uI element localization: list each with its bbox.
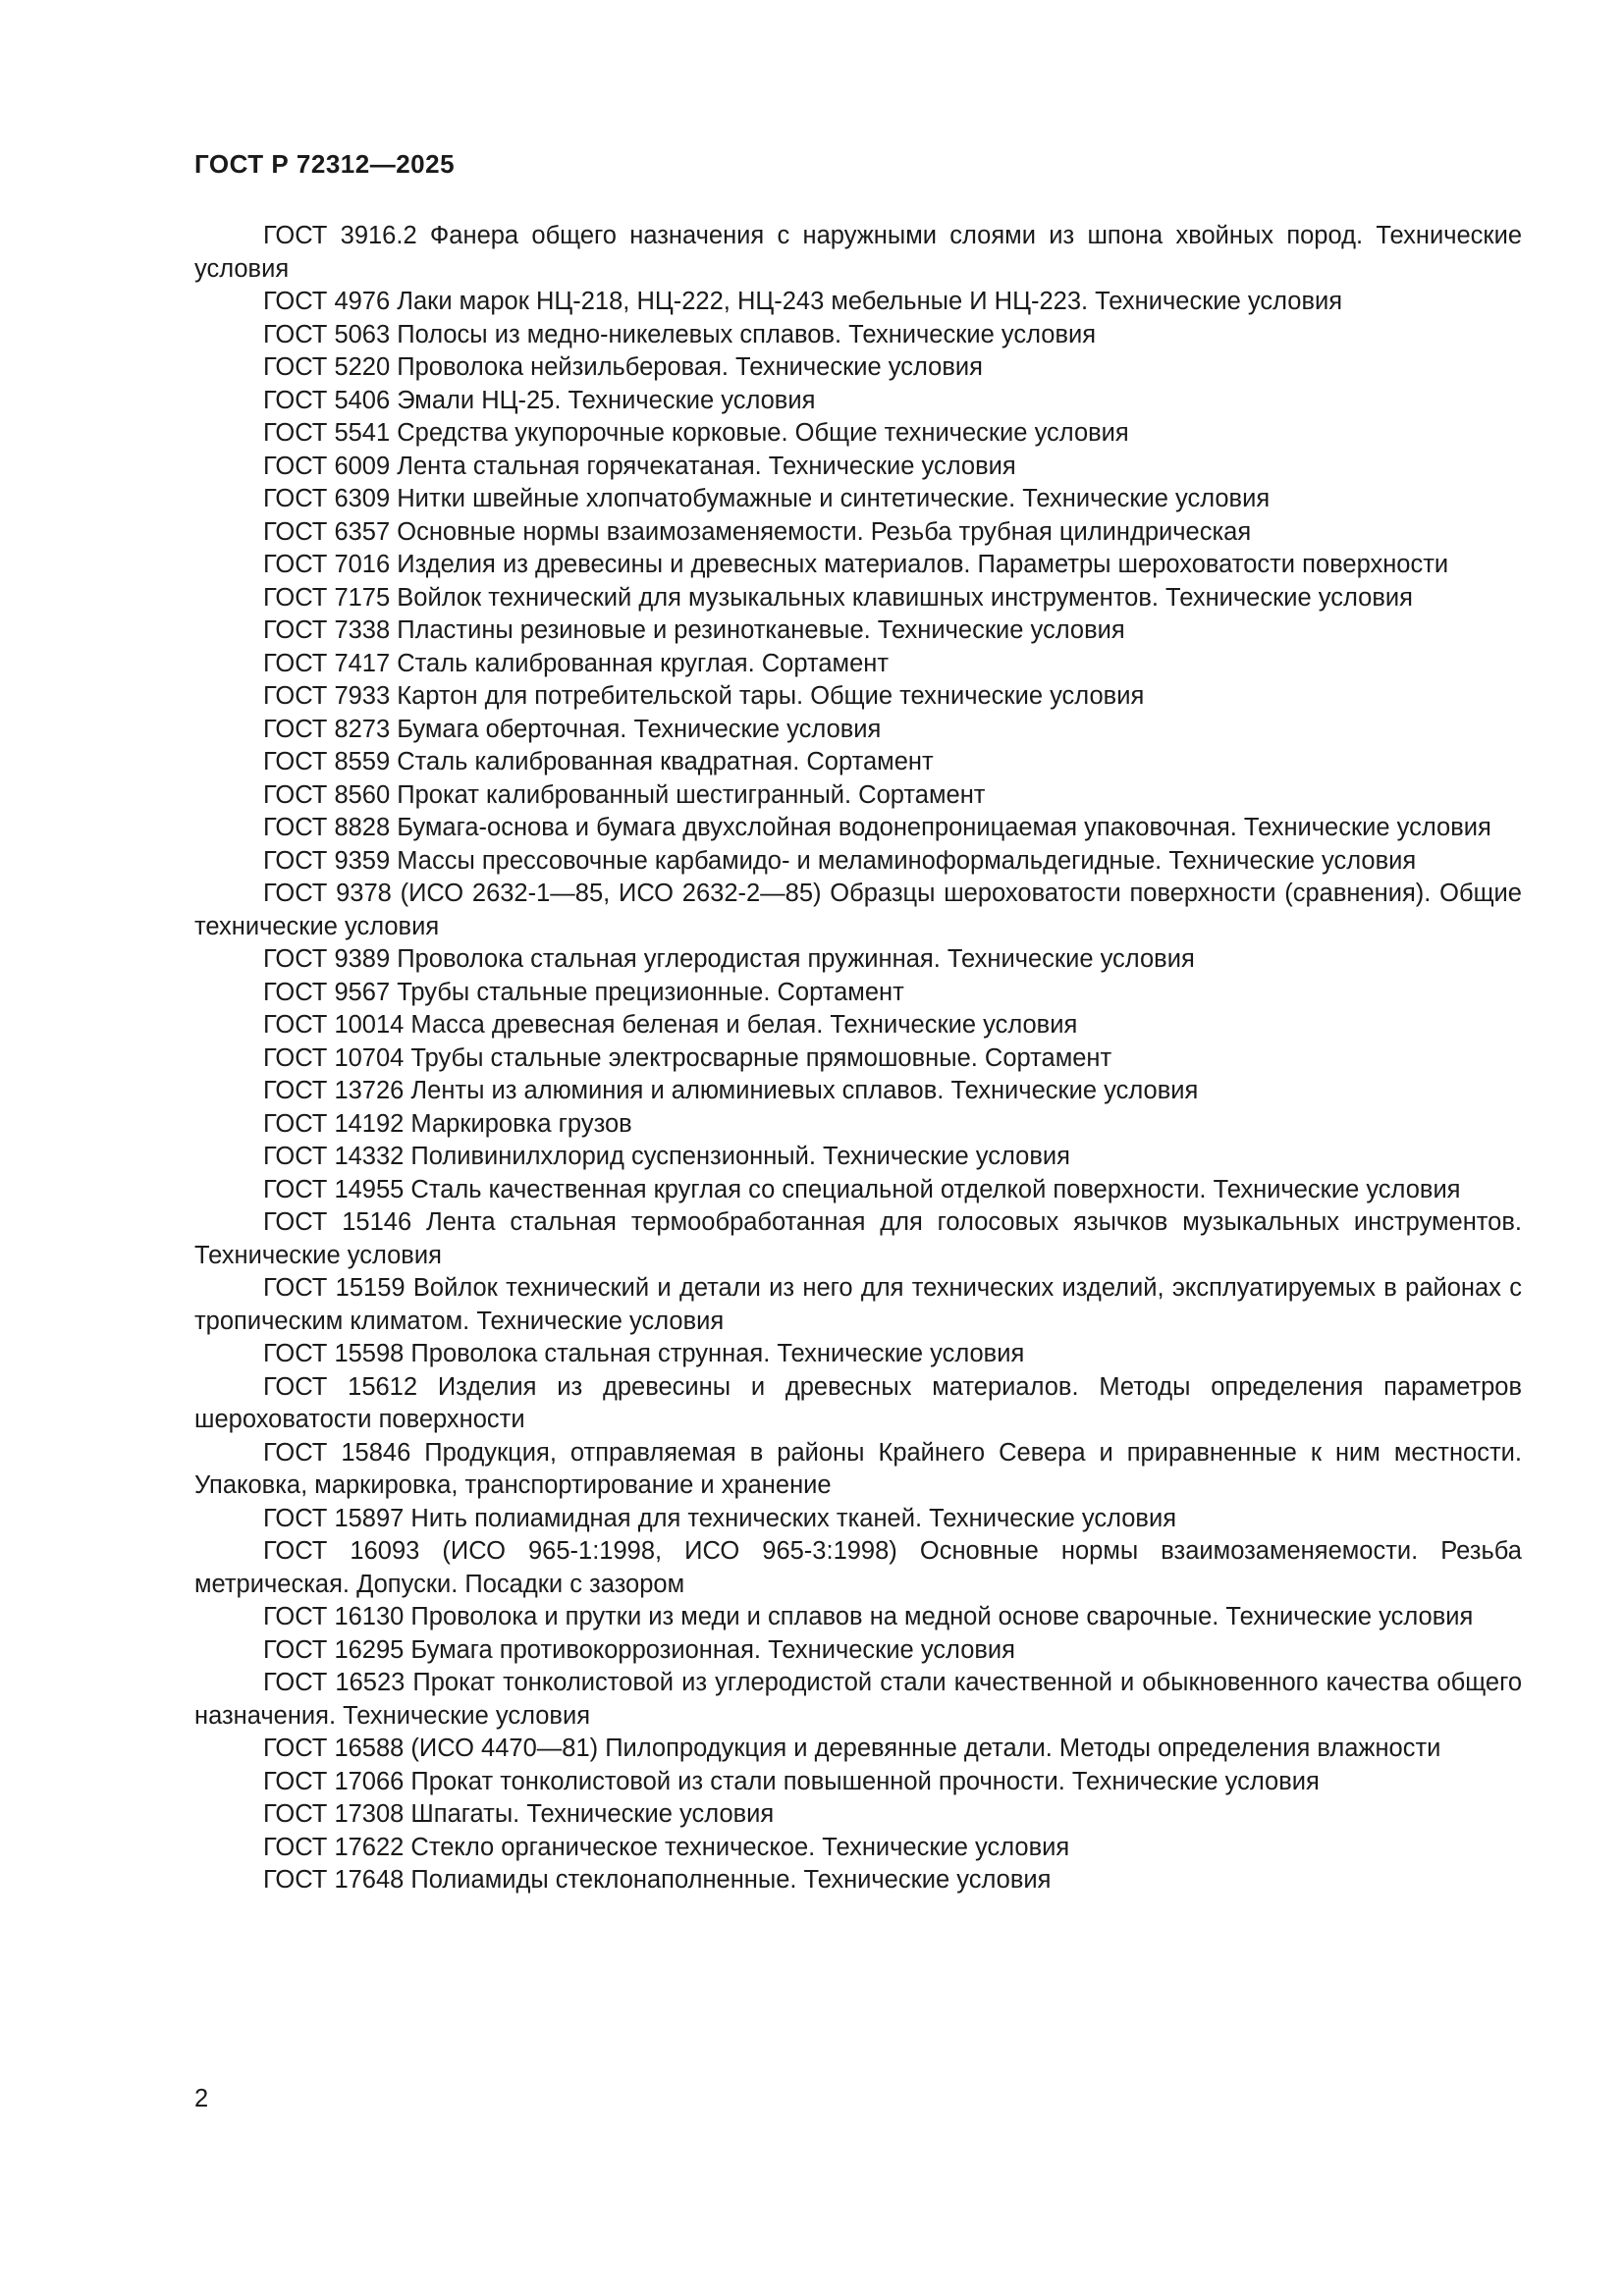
reference-item: ГОСТ 7175 Войлок технический для музыкальных клавишных инструментов. Технические условия <box>263 583 1413 612</box>
reference-item: ГОСТ 17622 Стекло органическое техническое. Технические условия <box>263 1833 1070 1861</box>
reference-item: ГОСТ 5063 Полосы из медно-никелевых сплавов. Технические условия <box>263 320 1097 348</box>
document-code-header: ГОСТ Р 72312—2025 <box>194 149 456 179</box>
reference-item: ГОСТ 8559 Сталь калиброванная квадратная. Сортамент <box>263 748 934 775</box>
reference-item: ГОСТ 16523 Прокат тонколистовой из углеродистой стали качественной и обыкновенного качества общего назначения. Технические условия <box>194 1669 1522 1730</box>
reference-item: ГОСТ 7016 Изделия из древесины и древесных материалов. Параметры шероховатости поверхности <box>263 551 1449 578</box>
reference-item: ГОСТ 17648 Полиамиды стеклонаполненные. Технические условия <box>263 1866 1052 1894</box>
reference-item: ГОСТ 7933 Картон для потребительской тары. Общие технические условия <box>263 682 1145 710</box>
reference-item: ГОСТ 14332 Поливинилхлорид суспензионный. Технические условия <box>263 1143 1070 1170</box>
reference-item: ГОСТ 16093 (ИСО 965-1:1998, ИСО 965-3:1998) Основные нормы взаимозаменяемости. Резьба метрическая. Допуски. Посадки с зазором <box>194 1537 1522 1598</box>
reference-item: ГОСТ 15846 Продукция, отправляемая в районы Крайнего Севера и приравненные к ним местности. Упаковка, маркировка, транспортирование и хранение <box>194 1438 1522 1499</box>
reference-item: ГОСТ 16295 Бумага противокоррозионная. Технические условия <box>263 1635 1015 1664</box>
reference-item: ГОСТ 16588 (ИСО 4470—81) Пилопродукция и деревянные детали. Методы определения влажности <box>263 1735 1441 1762</box>
reference-item: ГОСТ 10014 Масса древесная беленая и белая. Технические условия <box>263 1011 1078 1039</box>
reference-item: ГОСТ 14192 Маркировка грузов <box>263 1109 632 1138</box>
page-number: 2 <box>194 2085 209 2112</box>
reference-item: ГОСТ 9359 Массы прессовочные карбамидо- и меламиноформальдегидные. Технические условия <box>263 846 1417 875</box>
reference-item: ГОСТ 15159 Войлок технический и детали из него для технических изделий, эксплуатируемых в районах с тропическим климатом. Технические условия <box>194 1274 1522 1335</box>
reference-item: ГОСТ 5406 Эмали НЦ-25. Технические условия <box>263 386 816 414</box>
reference-item: ГОСТ 17066 Прокат тонколистовой из стали повышенной прочности. Технические условия <box>263 1767 1320 1795</box>
reference-item: ГОСТ 8828 Бумага-основа и бумага двухслойная водонепроницаемая упаковочная. Технические условия <box>263 814 1491 841</box>
normative-references-list <box>194 220 1522 1897</box>
reference-item: ГОСТ 7417 Сталь калиброванная круглая. Сортамент <box>263 649 890 677</box>
reference-item: ГОСТ 15146 Лента стальная термообработанная для голосовых язычков музыкальных инструментов. Технические условия <box>194 1208 1522 1269</box>
reference-item: ГОСТ 9567 Трубы стальные прецизионные. Сортамент <box>263 978 904 1006</box>
reference-item: ГОСТ 15612 Изделия из древесины и древесных материалов. Методы определения параметров шероховатости поверхности <box>194 1372 1522 1433</box>
reference-item: ГОСТ 14955 Сталь качественная круглая со специальной отделкой поверхности. Технические условия <box>263 1175 1461 1203</box>
reference-item: ГОСТ 6009 Лента стальная горячекатаная. Технические условия <box>263 452 1016 480</box>
reference-item: ГОСТ 17308 Шпагаты. Технические условия <box>263 1800 775 1828</box>
reference-item: ГОСТ 6357 Основные нормы взаимозаменяемости. Резьба трубная цилиндрическая <box>263 517 1252 546</box>
reference-item: ГОСТ 16130 Проволока и прутки из меди и сплавов на медной основе сварочные. Технические условия <box>263 1603 1474 1630</box>
reference-item: ГОСТ 6309 Нитки швейные хлопчатобумажные и синтетические. Технические условия <box>263 485 1271 512</box>
reference-item: ГОСТ 8273 Бумага оберточная. Технические условия <box>263 715 882 743</box>
reference-item: ГОСТ 5220 Проволока нейзильберовая. Технические условия <box>263 353 983 381</box>
reference-item: ГОСТ 8560 Прокат калиброванный шестигранный. Сортамент <box>263 780 986 809</box>
reference-item: ГОСТ 9389 Проволока стальная углеродистая пружинная. Технические условия <box>263 945 1195 973</box>
reference-item: ГОСТ 15897 Нить полиамидная для технических тканей. Технические условия <box>263 1504 1177 1532</box>
reference-item: ГОСТ 15598 Проволока стальная струнная. Технические условия <box>263 1340 1025 1367</box>
reference-item: ГОСТ 9378 (ИСО 2632-1—85, ИСО 2632-2—85) Образцы шероховатости поверхности (сравнения). Общие технические условия <box>194 880 1522 940</box>
reference-item: ГОСТ 7338 Пластины резиновые и резинотканевые. Технические условия <box>263 616 1125 644</box>
reference-item: ГОСТ 4976 Лаки марок НЦ-218, НЦ-222, НЦ-243 мебельные И НЦ-223. Технические условия <box>263 288 1343 315</box>
reference-item: ГОСТ 5541 Средства укупорочные корковые. Общие технические условия <box>263 419 1129 447</box>
reference-item: ГОСТ 13726 Ленты из алюминия и алюминиевых сплавов. Технические условия <box>263 1077 1199 1104</box>
reference-item: ГОСТ 10704 Трубы стальные электросварные прямошовные. Сортамент <box>263 1043 1112 1072</box>
reference-item: ГОСТ 3916.2 Фанера общего назначения с наружными слоями из шпона хвойных пород. Технические условия <box>194 222 1522 283</box>
